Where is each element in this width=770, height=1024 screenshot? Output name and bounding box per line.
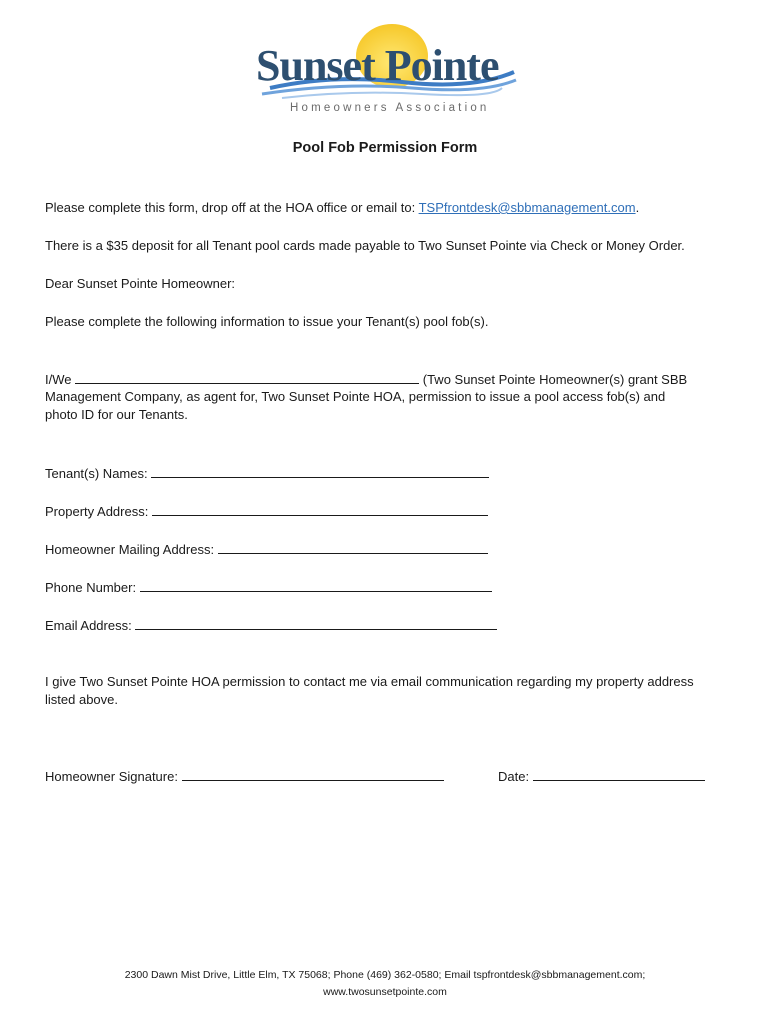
form-title: Pool Fob Permission Form [292, 140, 478, 156]
phone-label: Phone Number: [45, 580, 137, 595]
tenant-names-row [45, 464, 489, 483]
signature-label: Homeowner Signature: [45, 769, 178, 784]
signature-row [45, 767, 444, 786]
grant-line-3: photo ID for our Tenants. [45, 407, 188, 422]
property-address-field[interactable] [152, 502, 488, 516]
footer-contact-line: 2300 Dawn Mist Drive, Little Elm, TX 75068; Phone (469) 362-0580; Email tspfrontdesk@sbbmanagement.com; [124, 969, 646, 981]
mailing-address-field[interactable] [218, 540, 488, 554]
email-field[interactable] [135, 616, 497, 630]
deposit-paragraph: There is a $35 deposit for all Tenant pool cards made payable to Two Sunset Pointe via Check or Money Order. [45, 238, 685, 253]
property-address-row [45, 502, 488, 521]
intro-end: . [635, 200, 640, 215]
phone-row [45, 578, 492, 597]
grant-suffix: (Two Sunset Pointe Homeowner(s) grant SBB [422, 372, 688, 387]
grant-line-2: Management Company, as agent for, Two Sunset Pointe HOA, permission to issue a pool access fob(s) and [45, 389, 666, 404]
tenant-names-field[interactable] [151, 464, 489, 478]
intro-paragraph [45, 199, 639, 217]
signature-field[interactable] [182, 767, 444, 781]
salutation: Dear Sunset Pointe Homeowner: [45, 276, 236, 291]
intro-text: Please complete this form, drop off at the HOA office or email to: [45, 200, 419, 215]
mailing-address-row [45, 540, 488, 559]
homeowner-names-field[interactable] [75, 370, 419, 384]
email-label: Email Address: [45, 618, 132, 633]
email-row [45, 616, 497, 635]
grant-prefix: I/We [45, 372, 72, 387]
date-label: Date: [498, 769, 530, 784]
date-row [498, 767, 705, 786]
instruction-paragraph: Please complete the following information to issue your Tenant(s) pool fob(s). [45, 314, 489, 329]
logo-tagline: Homeowners Association [290, 102, 490, 114]
consent-paragraph: I give Two Sunset Pointe HOA permission to contact me via email communication regarding my property address listed above. [45, 674, 694, 707]
grant-line-1 [45, 370, 687, 389]
phone-field[interactable] [140, 578, 492, 592]
footer [0, 967, 770, 1001]
logo-name: Sunset Pointe [256, 41, 499, 90]
hoa-logo [252, 22, 520, 122]
tenant-names-label: Tenant(s) Names: [45, 466, 148, 481]
mailing-address-label: Homeowner Mailing Address: [45, 542, 215, 557]
footer-website: www.twosunsetpointe.com [323, 986, 447, 998]
property-address-label: Property Address: [45, 504, 149, 519]
email-link[interactable]: TSPfrontdesk@sbbmanagement.com [418, 200, 636, 215]
date-field[interactable] [533, 767, 705, 781]
